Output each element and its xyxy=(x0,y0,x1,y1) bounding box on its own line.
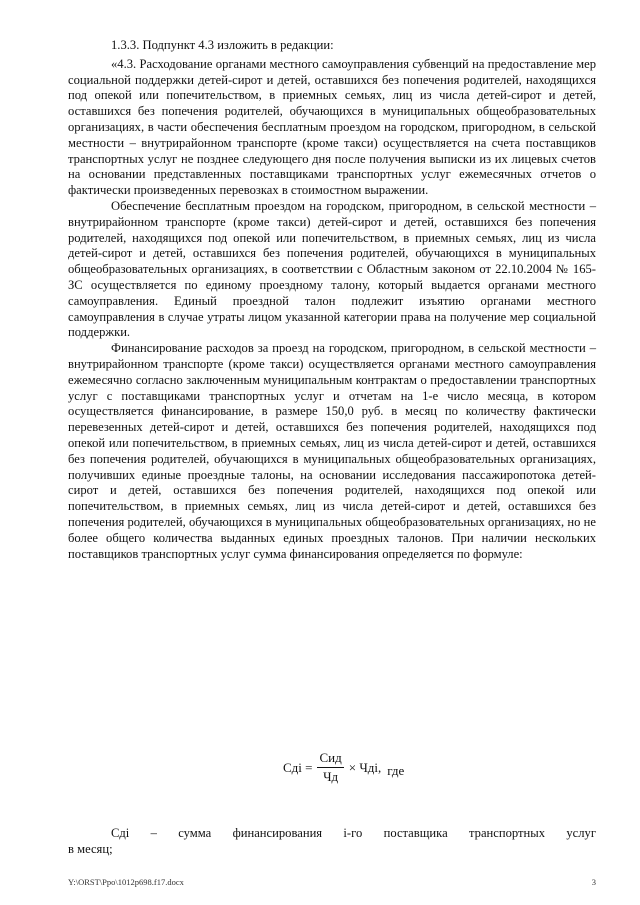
document-body xyxy=(68,38,596,562)
paragraph-4-3: «4.3. Расходование органами местного самоуправления субвенций на предоставление мер социальной поддержки детей-сирот и детей, оставшихся без попечения родителей, находящихся под опекой или попечительством, в приемных семьях, лиц из числа детей-сирот и детей, оставшихся без попечения родителей, обучающихся в муниципальных общеобразовательных организациях, в части обеспечения бесплатным проездом на городском, пригородном, в сельской местности – внутрирайонном транспорте (кроме такси) осуществляется на счета поставщиков транспортных услуг не позднее следующего дня после получения выписки из их лицевых счетов на основании представленных поставщиками транспортных услуг ежемесячных отчетов о фактически произведенных перевозках в стоимостном выражении. xyxy=(68,56,596,198)
formula-tail: где xyxy=(387,762,405,778)
formula-definition xyxy=(68,826,596,858)
financing-formula xyxy=(283,750,404,785)
page-footer xyxy=(68,877,596,887)
definition-line-1: Сдi – сумма финансирования i-го поставщика транспортных услуг xyxy=(111,826,596,840)
page-number: 3 xyxy=(591,877,596,887)
paragraph-free-travel: Обеспечение бесплатным проездом на городском, пригородном, в сельской местности – внутрирайонном транспорте (кроме такси) детей-сирот и детей, оставшихся без попечения родителей, находящихся под опекой или попечительством, в приемных семьях, лиц из числа детей-сирот и детей, оставшихся без попечения родителей, обучающихся в муниципальных общеобразовательных организациях, в соответствии с Областным законом от 22.10.2004 № 165-ЗС осуществляется по единому проездному талону, который выдается органами местного самоуправления. Единый проездной талон подлежит изъятию органами местного самоуправления в случае утраты лицом указанной категории права на получение мер социальной поддержки. xyxy=(68,198,596,340)
formula-lhs: Сдi = xyxy=(283,759,313,775)
footer-file-path: Y:\ORST\Ppo\1012p698.f17.docx xyxy=(68,877,184,887)
definition-line-2: в месяц; xyxy=(68,841,113,856)
formula-rhs: × Чдi, xyxy=(348,759,382,775)
section-heading: 1.3.3. Подпункт 4.3 изложить в редакции: xyxy=(111,38,334,52)
formula-numerator: Сид xyxy=(317,750,343,768)
paragraph-financing: Финансирование расходов за проезд на городском, пригородном, в сельской местности – внутрирайонном транспорте (кроме такси) осуществляется органами местного самоуправления ежемесячно согласно заключенным муниципальным контрактам о предоставлении транспортных услуг с поставщиками транспортных услуг и отчетам на 1-е число месяца, в котором осуществляется финансирование, в размере 150,0 руб. в месяц по количеству фактически перевезенных детей-сирот и детей, оставшихся без попечения родителей, находящихся под опекой или попечительством, в приемных семьях, лиц из числа детей-сирот и детей, оставшихся без попечения родителей, обучающихся в муниципальных общеобразовательных организациях, получивших единые проездные талоны, на основании исследования пассажиропотока детей-сирот и детей, оставшихся без попечения родителей, находящихся под опекой или попечительством, в приемных семьях, лиц из числа детей-сирот и детей, оставшихся без попечения родителей, обучающихся в муниципальных общеобразовательных организациях, но не более общего количества выданных единых проездных талонов. При наличии нескольких поставщиков транспортных услуг сумма финансирования определяется по формуле: xyxy=(68,341,596,561)
formula-denominator: Чд xyxy=(323,769,339,784)
formula-fraction xyxy=(317,750,343,785)
